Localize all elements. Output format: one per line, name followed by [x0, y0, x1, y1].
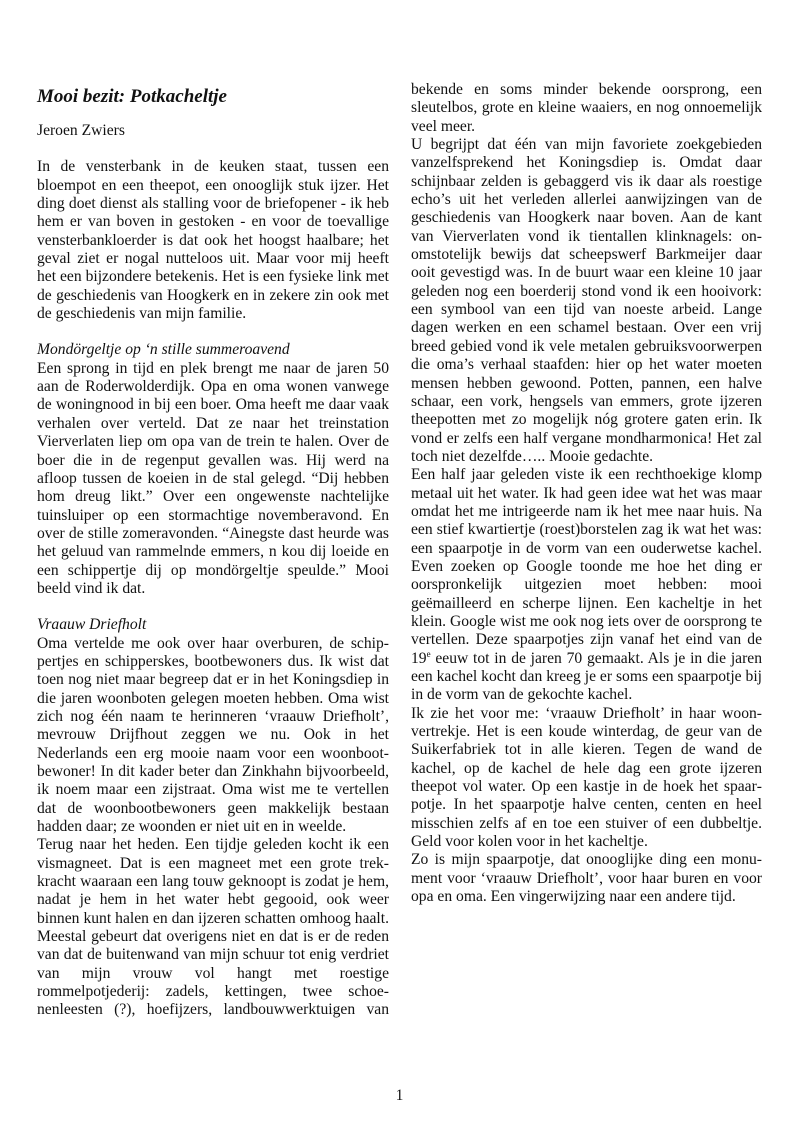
article-author: Jeroen Zwiers: [37, 122, 125, 139]
body-paragraph: Een sprong in tijd en plek brengt me naar de jaren 50 aan de Roderwolderdijk. Opa en oma wonen vanwege de woningnood in bij een boer. Oma heeft me daar vaak verhalen over verteld. Dat ze naar het treinstation Vierverlaten liep om opa van de trein te halen. Over de boer die in de regenput gevallen was. Hij werd na afloop tussen de koeien in de stal gelegd. “Dij hebben hom dreug likt.” Over een ongewenste nachtelijke tuinsluiper op een stormachtige novemberavond. En over de stille zomeravonden. “Ainegste dast heurde was het geluud van rammelnde emmers, n kou dij loeide en een schippertje dij op mondörgeltje speulde.” Mooi beeld vind ik dat.: [37, 359, 389, 597]
body-paragraph: U begrijpt dat één van mijn favoriete zoekgebieden vanzelfsprekend het Koningsdiep is. Omdat daar schijnbaar zelden is gebaggerd vis ik daar als roestige echo’s uit het verleden allerlei aanwijzingen van de geschiedenis van Hoogkerk naar boven. Aan de kant van Vierverlaten vond ik tientallen klinknagels: onomstotelijk bewijs dat scheepswerf Barkmeijer daar ooit gevestigd was. In de buurt waar een kleine 10 jaar geleden nog een boerderij stond vond ik een hooivork: een symbool van een tijd van noeste arbeid. Lange dagen werken en een schamel bestaan. Over een vrij breed gebied vond ik vele metalen gebruiksvoorwerpen die oma’s verhaal staafden: hier op het water moeten mensen hebben gewoond. Potten, pannen, een halve schaar, een vork, hengsels van emmers, grote ijzeren theepotten met zo mogelijk nóg grotere gaten erin. Ik vond er zelfs een half vergane mondharmonica! Het zal toch niet dezelfde….. Mooie gedachte.: [411, 136, 762, 465]
body-text: eeuw tot in de jaren 70 gemaakt. Als je in die jaren een kachel kocht dan kreeg je er soms een spaarpotje bij in de vorm van de gekochte kachel.: [411, 649, 762, 704]
body-paragraph: Ik zie het voor me: ‘vraauw Driefholt’ in haar woonvertrekje. Het is een koude winterdag, de geur van de Suikerfabriek tot in alle kieren. Tegen de wand de kachel, op de kachel de hele dag een grote ijzeren theepot vol water. Op een kastje in de hoek het spaarpotje. In het spaarpotje halve centen, centen en heel misschien zelfs af en toe een stuiver of een dubbeltje. Geld voor kolen voor in het kacheltje.: [411, 704, 762, 851]
article-title: Mooi bezit: Potkacheltje: [37, 86, 227, 107]
body-paragraph: Zo is mijn spaarpotje, dat onooglijke ding een monument voor ‘vraauw Driefholt’, voor haar buren en voor opa en oma. Een vingerwijzing naar een andere tijd.: [411, 851, 762, 906]
right-column: [411, 81, 762, 906]
body-text: Een half jaar geleden viste ik een rechthoekige klomp metaal uit het water. Ik had geen idee wat het was maar omdat het me intrigeerde nam ik het mee naar huis. Na een stief kwartiertje (roest)borstelen zag ik wat het was: een spaarpotje in de vorm van een ouderwetse kachel. Even zoeken op Google toonde me hoe het ding er oorspronkelijk uitgezien moet hebben: mooi geëmailleerd en scherpe lijnen. Een kacheltje in het klein. Google wist me ook nog iets over de oorsprong te vertellen. Deze spaarpotjes zijn vanaf het eind van de 19: [411, 466, 762, 667]
superscript-e: e: [426, 648, 431, 659]
section-heading: Mondörgeltje op ‘n stille summeroavend: [37, 341, 290, 359]
body-paragraph: bekende en soms minder bekende oorsprong, een sleutelbos, grote en kleine waaiers, en nog onnoemelijk veel meer.: [411, 81, 762, 135]
intro-paragraph: In de vensterbank in de keuken staat, tussen een bloempot en een theepot, een onooglijk stuk ijzer. Het ding doet dienst als stalling voor de briefopener - ik heb hem er van boven in gestoken - en voor de toevallige vensterbankloerder is dat ook het hoogst haalbare; het geval ziet er nogal nutteloos uit. Maar voor mij heeft het een bijzondere betekenis. Het is een fysieke link met de geschiedenis van Hoogkerk en in zekere zin ook met de geschiedenis van mijn familie.: [37, 158, 389, 323]
left-column: [37, 82, 389, 1020]
section-vraauw-driefholt: [37, 616, 389, 1020]
body-paragraph: Terug naar het heden. Een tijdje geleden kocht ik een vismagneet. Dat is een magneet met een grote trekkracht waaraan een lang touw geknoopt is zodat je hem, nadat je hem in het water hebt gegooid, ook weer binnen kunt halen en dan ijzeren schatten omhoog haalt. Meestal gebeurt dat overigens niet en dat is er de reden van dat de buitenwand van mijn schuur tot enig verdriet van mijn vrouw vol hangt met roestige rommelpotjederij: zadels, kettingen, twee schoenenleesten (?), hoefijzers, landbouwwerktuigen van: [37, 836, 389, 1019]
body-paragraph: Oma vertelde me ook over haar overburen, de schippertjes en schipperskes, bootbewoners dus. Ik wist dat toen nog niet maar begreep dat er in het Koningsdiep in die jaren woonboten gelegen moeten hebben. Oma wist zich nog één naam te herinneren ‘vraauw Driefholt’, mevrouw Drijfhout zeggen we nu. Ook in het Nederlands een erg mooie naam voor een woonbootbewoner! In dit kader beter dan Zinkhahn bijvoorbeeld, ik noem maar een zijstraat. Oma wist me te vertellen dat de woonbootbewoners geen makkelijk bestaan hadden daar; ze woonden er niet uit en in weelde.: [37, 634, 389, 836]
page-number: 1: [395, 1087, 404, 1104]
section-mondorgeltje: [37, 341, 389, 598]
section-heading: Vraauw Driefholt: [37, 616, 147, 634]
body-paragraph: [411, 466, 762, 704]
